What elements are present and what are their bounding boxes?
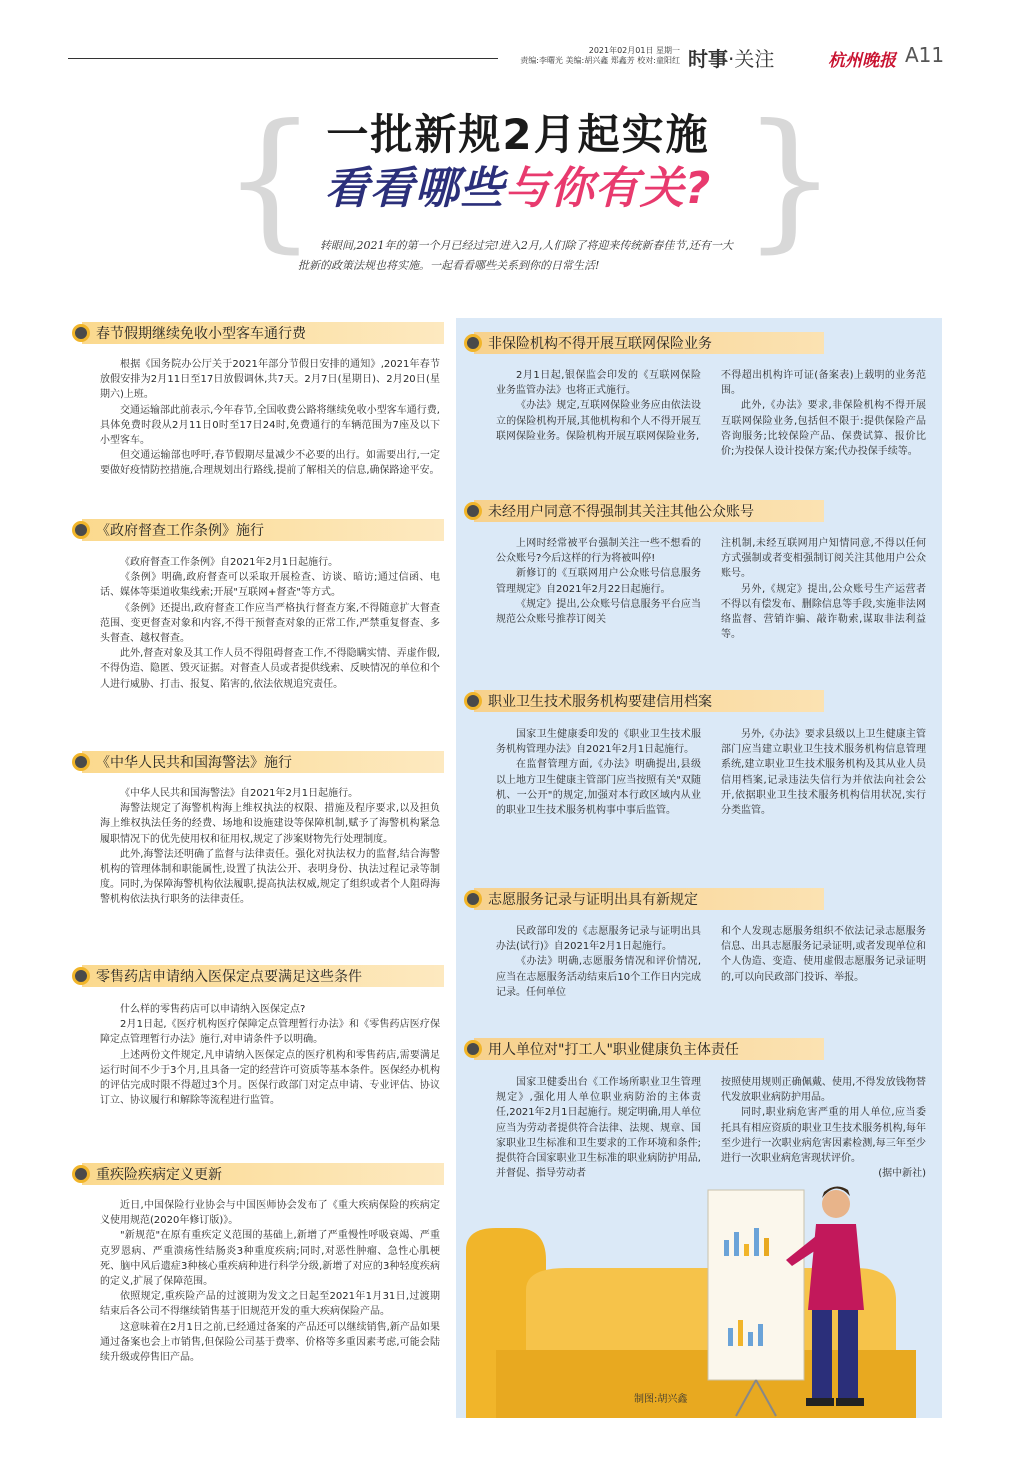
paragraph: 民政部印发的《志愿服务记录与证明出具办法(试行)》自2021年2月1日起施行。 bbox=[496, 926, 701, 953]
paragraph: 另外,《办法》要求县级以上卫生健康主管部门应当建立职业卫生技术服务机构信息管理系统,建立职业卫生技术服务机构及其从业人员信用档案,记录违法失信行为并依法向社会公开,依据职业卫生技术服务机构信用状况,实行分类监管。 bbox=[721, 729, 926, 817]
newspaper-logo: 杭州晚报 bbox=[828, 51, 896, 71]
text-column bbox=[496, 368, 701, 459]
section-sub-label: ·关注 bbox=[728, 47, 775, 71]
text-column bbox=[721, 727, 926, 818]
paragraph: 但交通运输部也呼吁,春节假期尽量减少不必要的出行。如需要出行,一定要做好疫情防控措施,合理规划出行路线,提前了解相关的信息,确保路途平安。 bbox=[100, 450, 440, 477]
section-title: 重疾险疾病定义更新 bbox=[82, 1163, 444, 1185]
header-rule bbox=[68, 58, 498, 59]
paragraph: 什么样的零售药店可以申请纳入医保定点? bbox=[120, 1004, 306, 1015]
paragraph: 根据《国务院办公厅关于2021年部分节假日安排的通知》,2021年春节放假安排为2月11日至17日放假调休,共7天。2月7日(星期日)、2月20日(星期六)上班。 bbox=[100, 359, 440, 401]
illustration-presenter bbox=[456, 1180, 942, 1418]
section-heading bbox=[464, 886, 824, 912]
right-brace-decoration: } bbox=[742, 93, 838, 267]
paragraph: 交通运输部此前表示,今年春节,全国收费公路将继续免收小型客车通行费,具体免费时段从2月11日0时至17日24时,免费通行的车辆范围为7座及以下小型客车。 bbox=[100, 404, 440, 447]
paragraph-continued: 不得超出机构许可证(备案表)上载明的业务范围。 bbox=[721, 370, 926, 397]
paragraph: 此外,海警法还明确了监督与法律责任。强化对执法权力的监督,结合海警机构的管理体制和职能属性,设置了执法公开、表明身份、执法过程记录等制度。同时,为保障海警机构依法履职,提高执法权威,规定了组织或者个人阻碍海警机构依法执行职务的法律责任。 bbox=[100, 848, 440, 906]
subheadline-part-b: 与你有关? bbox=[504, 163, 712, 214]
text-column bbox=[721, 536, 926, 642]
bullet-dot-icon bbox=[464, 692, 482, 710]
section-name bbox=[688, 43, 774, 72]
bullet-dot-icon bbox=[72, 967, 90, 985]
header-meta bbox=[500, 46, 680, 66]
paragraph: 此外,《办法》要求,非保险机构不得开展互联网保险业务,包括但不限于:提供保险产品咨询服务;比较保险产品、保费试算、报价比价;为投保人设计投保方案;代办投保手续等。 bbox=[721, 400, 926, 458]
paragraph-continued: 按照使用规则正确佩戴、使用,不得发放钱物替代发放职业病防护用品。 bbox=[721, 1077, 926, 1104]
section-heading bbox=[72, 320, 444, 346]
paragraph: 此外,督查对象及其工作人员不得阻碍督查工作,不得隐瞒实情、弄虚作假,不得伪造、隐匿、毁灭证据。对督查人员或者提供线索、反映情况的单位和个人进行威胁、打击、报复、陷害的,依法依规追究责任。 bbox=[100, 648, 440, 690]
bullet-dot-icon bbox=[72, 1165, 90, 1183]
section-heading bbox=[72, 749, 444, 775]
paragraph: 在监督管理方面,《办法》明确提出,县级以上地方卫生健康主管部门应当按照有关"双随机、一公开"的规定,加强对本行政区域内从业的职业卫生技术服务机构事中事后监管。 bbox=[496, 759, 701, 817]
paragraph: 上述两份文件规定,凡申请纳入医保定点的医疗机构和零售药店,需要满足运行时间不少于3个月,且具备一定的经营许可资质等基本条件。医保经办机构的评估完成时限不得超过3个月。医保行政部门对定点申请、专业评估、协议订立、协议履行和解除等流程进行监管。 bbox=[100, 1049, 440, 1107]
text-column bbox=[496, 924, 701, 1000]
header-editors: 责编:李曙光 美编:胡兴鑫 郑鑫芳 校对:童阳红 bbox=[520, 56, 680, 65]
paragraph: 《条例》明确,政府督查可以采取开展检查、访谈、暗访;通过信函、电话、媒体等渠道收集线索;开展"互联网+督查"等方式。 bbox=[100, 572, 440, 599]
section-heading bbox=[72, 963, 444, 989]
news-source: (据中新社) bbox=[878, 1168, 926, 1180]
section-title: 志愿服务记录与证明出具有新规定 bbox=[474, 888, 824, 910]
text-column bbox=[496, 1075, 701, 1181]
article-body-two-column bbox=[496, 1075, 926, 1181]
paragraph: 依照规定,重疾险产品的过渡期为发文之日起至2021年1月31日,过渡期结束后各公司不得继续销售基于旧规范开发的重大疾病保险产品。 bbox=[100, 1291, 440, 1318]
bullet-dot-icon bbox=[72, 521, 90, 539]
section-title: 用人单位对"打工人"职业健康负主体责任 bbox=[474, 1038, 824, 1060]
left-brace-decoration: { bbox=[222, 93, 318, 267]
paragraph: 《中华人民共和国海警法》自2021年2月1日起施行。 bbox=[120, 788, 359, 799]
text-column bbox=[496, 536, 701, 642]
section-heading bbox=[72, 517, 444, 543]
section-heading bbox=[72, 1161, 444, 1187]
illustration-credit: 制图:胡兴鑫 bbox=[634, 1394, 688, 1405]
article-body bbox=[100, 786, 440, 908]
paragraph-continued: 注机制,未经互联网用户知情同意,不得以任何方式强制或者变相强制订阅关注其他用户公众账号。 bbox=[721, 538, 926, 580]
bullet-dot-icon bbox=[464, 502, 482, 520]
article-body bbox=[100, 1198, 440, 1365]
paragraph: 另外,《规定》提出,公众账号生产运营者不得以有偿发布、删除信息等手段,实施非法网络监督、营销诈骗、敲诈勒索,谋取非法利益等。 bbox=[721, 583, 926, 641]
bullet-dot-icon bbox=[464, 1040, 482, 1058]
bullet-dot-icon bbox=[464, 890, 482, 908]
bullet-dot-icon bbox=[72, 324, 90, 342]
subheadline-part-a: 看看哪些 bbox=[324, 163, 505, 214]
bullet-dot-icon bbox=[464, 334, 482, 352]
section-title: 职业卫生技术服务机构要建信用档案 bbox=[474, 690, 824, 712]
flipchart-board bbox=[708, 1190, 804, 1380]
paragraph: 2月1日起,《医疗机构医疗保障定点管理暂行办法》和《零售药店医疗保障定点管理暂行办法》施行,对申请条件予以明确。 bbox=[100, 1019, 440, 1046]
paragraph: 海警法规定了海警机构海上维权执法的权限、措施及程序要求,以及担负海上维权执法任务的经费、场地和设施建设等保障机制,赋予了海警机构紧急履职情况下的优先使用权和征用权,规定了涉案财物先行处理制度。 bbox=[100, 803, 440, 845]
paragraph: 国家卫生健康委印发的《职业卫生技术服务机构管理办法》自2021年2月1日起施行。 bbox=[496, 729, 701, 756]
paragraph: "新规范"在原有重疾定义范围的基础上,新增了严重慢性呼吸衰竭、严重克罗恩病、严重溃疡性结肠炎3种重度疾病;同时,对恶性肿瘤、急性心肌梗死、脑中风后遗症3种核心重疾病种进行科学分级,新增了对应的3种轻度疾病的定义,扩展了保障范围。 bbox=[100, 1230, 440, 1288]
section-heading bbox=[464, 330, 824, 356]
text-column bbox=[721, 368, 926, 459]
article-body bbox=[100, 1002, 440, 1108]
text-column bbox=[496, 727, 701, 818]
article-body-two-column bbox=[496, 727, 926, 818]
section-title: 《中华人民共和国海警法》施行 bbox=[82, 751, 444, 773]
section-title: 零售药店申请纳入医保定点要满足这些条件 bbox=[82, 965, 444, 987]
section-label: 时事 bbox=[688, 47, 728, 71]
paragraph: 《政府督查工作条例》自2021年2月1日起施行。 bbox=[120, 557, 339, 568]
section-title: 非保险机构不得开展互联网保险业务 bbox=[474, 332, 824, 354]
header-date: 2021年02月01日 星期一 bbox=[588, 46, 680, 55]
paragraph: 《条例》还提出,政府督查工作应当严格执行督查方案,不得随意扩大督查范围、变更督查对象和内容,不得干预督查对象的正常工作,严禁重复督查、多头督查、越权督查。 bbox=[100, 602, 440, 645]
paragraph: 近日,中国保险行业协会与中国医师协会发布了《重大疾病保险的疾病定义使用规范(2020年修订版)》。 bbox=[100, 1200, 440, 1227]
paragraph: 2月1日起,银保监会印发的《互联网保险业务监管办法》也将正式施行。 bbox=[496, 370, 701, 397]
paragraph: 《办法》明确,志愿服务情况和评价情况,应当在志愿服务活动结束后10个工作日内完成记录。任何单位 bbox=[496, 956, 701, 998]
section-title: 春节假期继续免收小型客车通行费 bbox=[82, 322, 444, 344]
article-body bbox=[100, 555, 440, 692]
section-heading bbox=[464, 688, 824, 714]
section-title: 《政府督查工作条例》施行 bbox=[82, 519, 444, 541]
bullet-dot-icon bbox=[72, 753, 90, 771]
paragraph: 《规定》提出,公众账号信息服务平台应当规范公众账号推荐订阅关 bbox=[496, 598, 701, 626]
paragraph: 新修订的《互联网用户公众账号信息服务管理规定》自2021年2月22日起施行。 bbox=[496, 568, 701, 595]
paragraph: 国家卫健委出台《工作场所职业卫生管理规定》,强化用人单位职业病防治的主体责任,2021年2月1日起施行。规定明确,用人单位应当为劳动者提供符合法律、法规、规章、国家职业卫生标准和卫生要求的工作环境和条件;提供符合国家职业卫生标准的职业病防护用品,并督促、指导劳动者 bbox=[496, 1077, 701, 1180]
section-heading bbox=[464, 498, 824, 524]
subheadline bbox=[278, 152, 758, 216]
paragraph: 同时,职业病危害严重的用人单位,应当委托具有相应资质的职业卫生技术服务机构,每年至少进行一次职业病危害因素检测,每三年至少进行一次职业病危害现状评价。 bbox=[721, 1107, 926, 1165]
paragraph: 《办法》规定,互联网保险业务应由依法设立的保险机构开展,其他机构和个人不得开展互联网保险业务。保险机构开展互联网保险业务, bbox=[496, 400, 701, 442]
paragraph-continued: 和个人发现志愿服务组织不依法记录志愿服务信息、出具志愿服务记录证明,或者发现单位和个人伪造、变造、使用虚假志愿服务记录证明的,可以向民政部门投诉、举报。 bbox=[721, 926, 926, 983]
intro-paragraph: 转眼间,2021年的第一个月已经过完!进入2月,人们除了将迎来传统新春佳节,还有一大批新的政策法规也将实施。一起看看哪些关系到你的日常生活! bbox=[298, 239, 733, 272]
article-body-two-column bbox=[496, 368, 926, 459]
article-body-two-column bbox=[496, 924, 926, 1000]
section-title: 未经用户同意不得强制其关注其他公众账号 bbox=[474, 500, 824, 522]
section-heading bbox=[464, 1036, 824, 1062]
article-body bbox=[100, 357, 440, 479]
paragraph: 这意味着在2月1日之前,已经通过备案的产品还可以继续销售,新产品如果通过备案也会上市销售,但保险公司基于费率、价格等多重因素考虑,可能会陆续升级或停售旧产品。 bbox=[100, 1321, 440, 1364]
article-body-two-column bbox=[496, 536, 926, 642]
paragraph: 上网时经常被平台强制关注一些不想看的公众账号?今后这样的行为将被叫停! bbox=[496, 538, 701, 565]
text-column bbox=[721, 924, 926, 1000]
page-number: A11 bbox=[905, 43, 945, 67]
headline: 一批新规2月起实施 bbox=[326, 110, 710, 159]
text-column bbox=[721, 1075, 926, 1181]
